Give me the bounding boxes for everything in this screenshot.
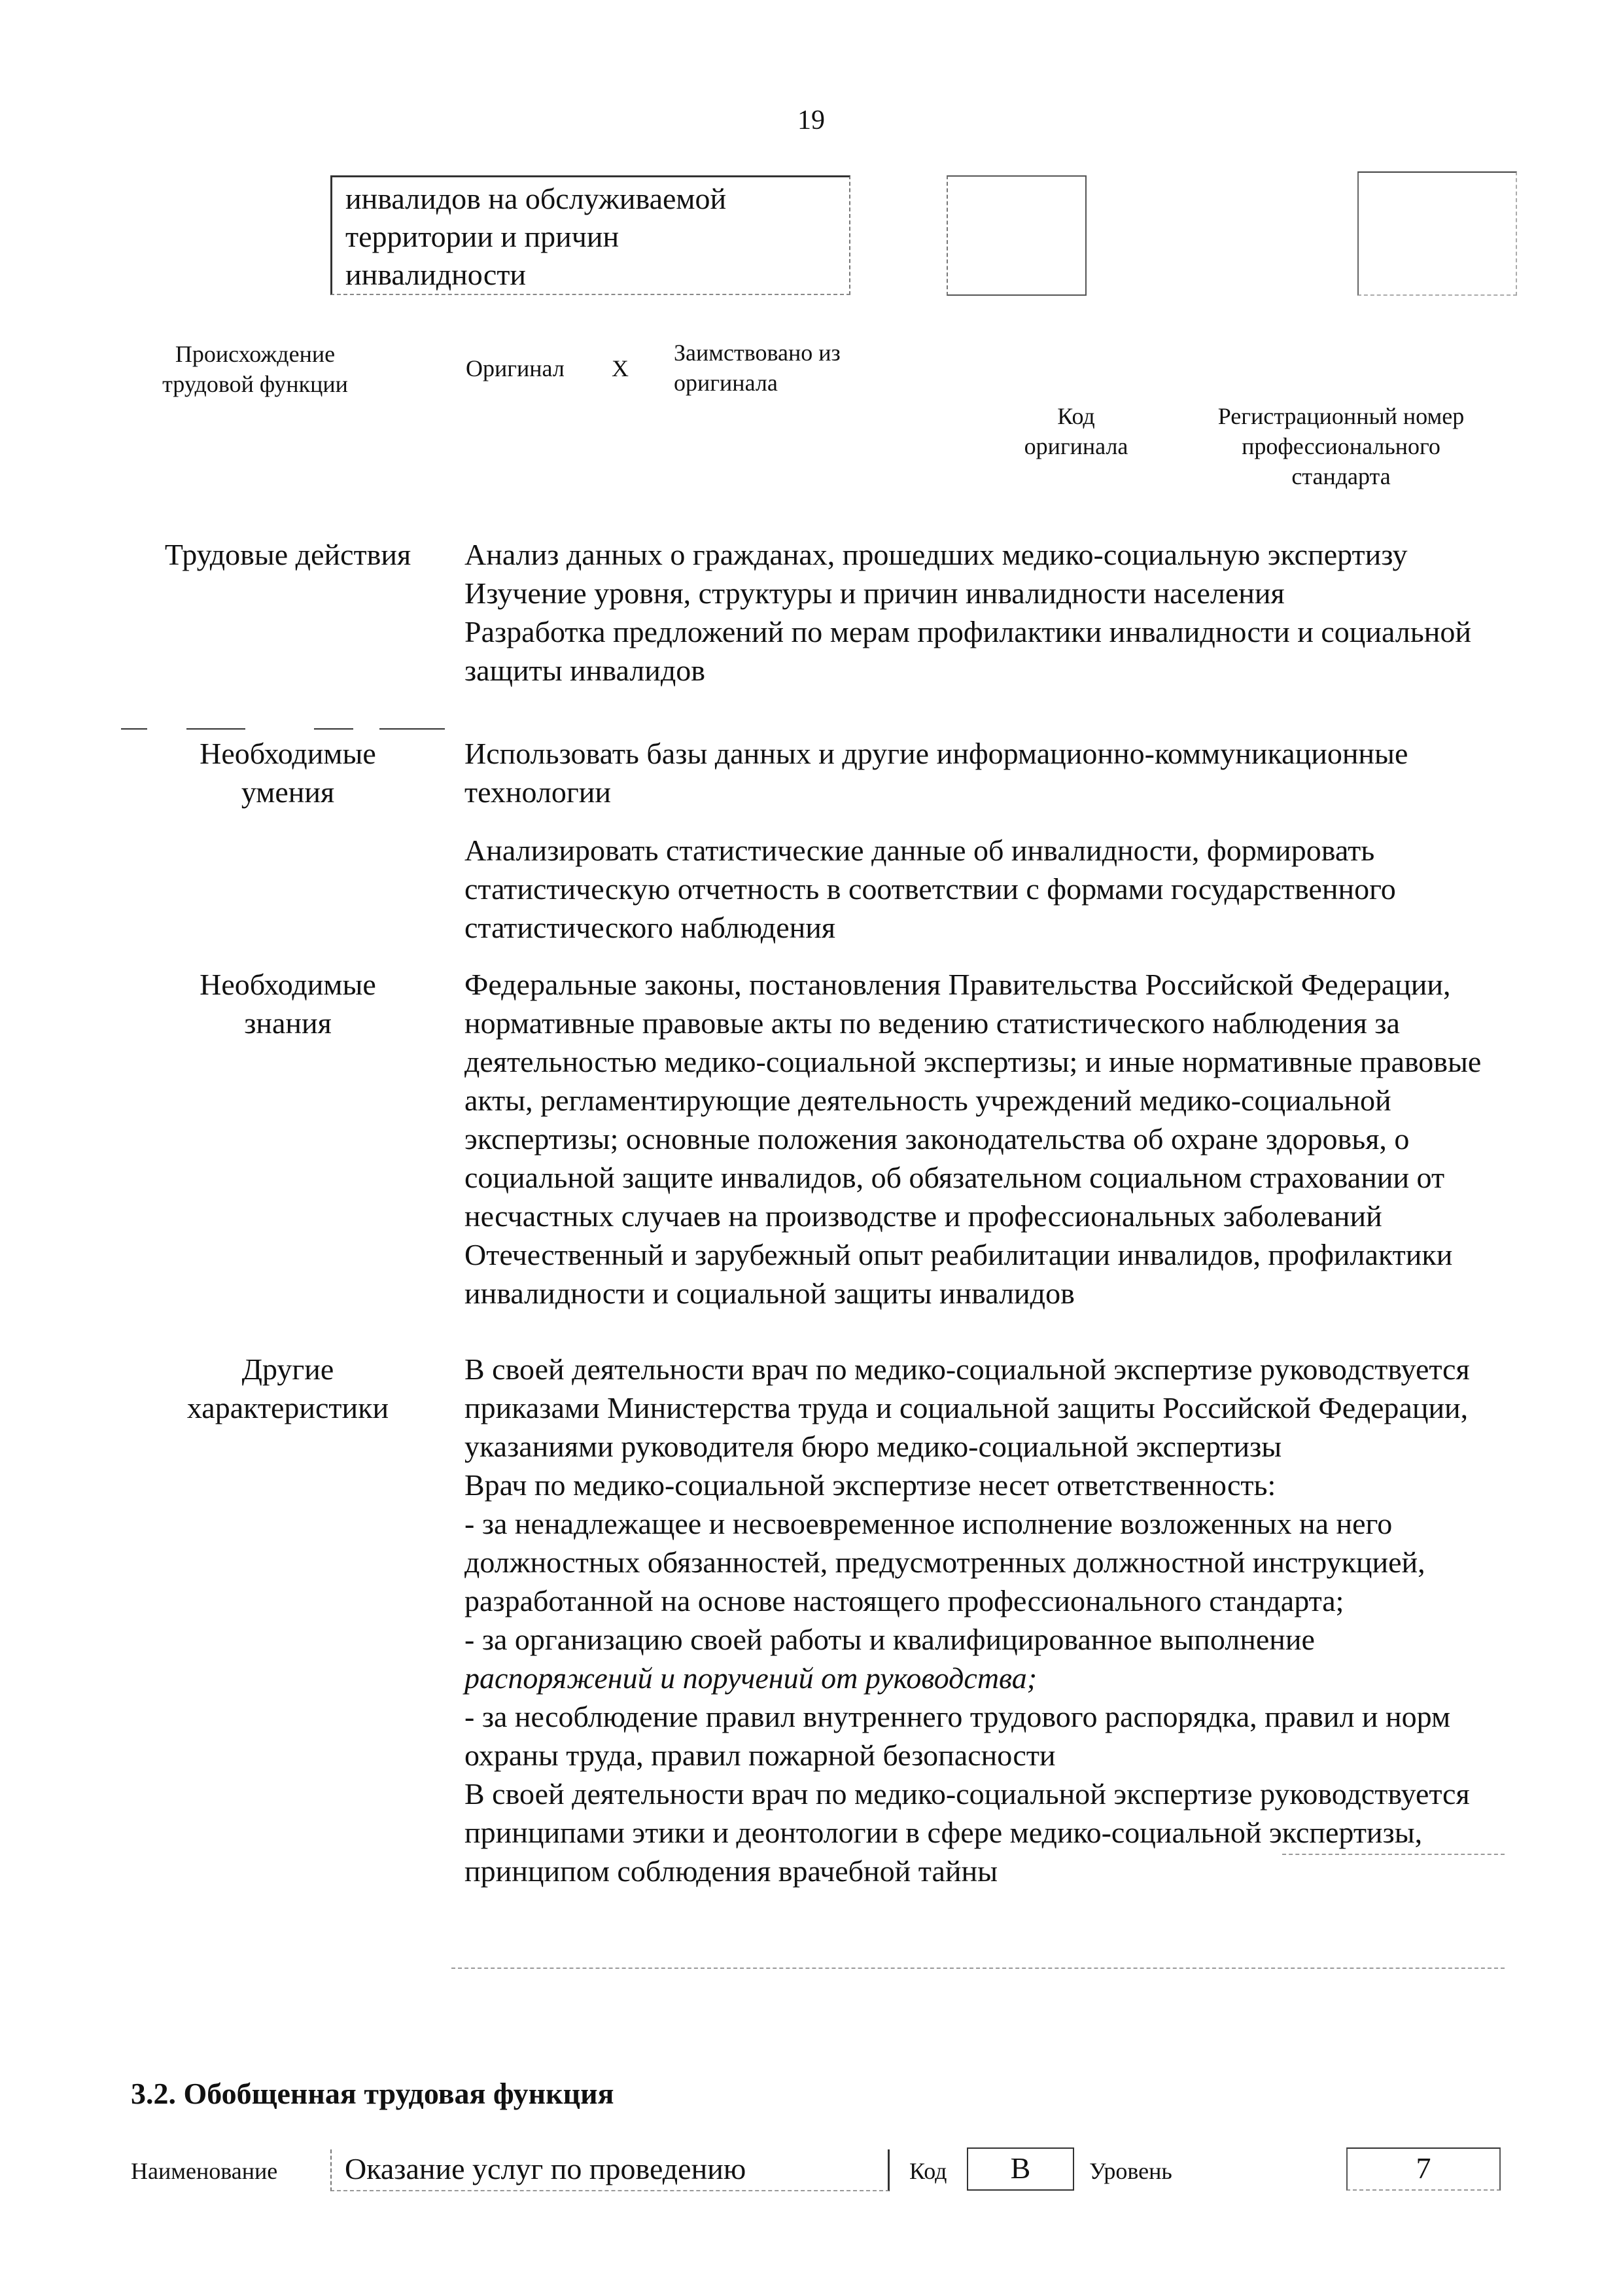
page-number: 19: [797, 105, 825, 135]
other-label-line-1: Другие: [241, 1352, 334, 1386]
origin-label: [131, 339, 379, 399]
labor-action-item: Разработка предложений по мерам профилактики инвалидности и социальной защиты инвалидов: [464, 615, 1471, 687]
row-divider: [379, 728, 445, 730]
skill-item: Использовать базы данных и другие информационно-коммуникационные технологии: [464, 737, 1408, 809]
level-label: Уровень: [1089, 2158, 1172, 2184]
other-characteristics-content: [464, 1350, 1505, 1890]
knowledge-label: [144, 965, 432, 1042]
knowledge-item: Федеральные законы, постановления Правительства Российской Федерации, нормативные правовые акты по ведению статистического наблюдения за деятельностью медико-социальной экспертизы; и иные нормативные правовые акты, регламентирующие деятельность учреждений медико-социальной экспертизы; основные положения законодательства об охране здоровья, о социальной защите инвалидов, об обязательном социальном страховании от несчастных случаев на производстве и профессиональных заболеваний: [464, 968, 1482, 1233]
other-paragraph-italic: распоряжений и поручений от руководства;: [464, 1661, 1038, 1695]
knowledge-label-line-1: Необходимые: [200, 968, 376, 1001]
other-label-line-2: характеристики: [186, 1391, 389, 1424]
level-value-box: 7: [1346, 2147, 1501, 2191]
other-paragraph: - за несоблюдение правил внутреннего трудового распорядка, правил и норм охраны труда, правил пожарной безопасности: [464, 1700, 1451, 1772]
original-label: Оригинал: [466, 355, 565, 381]
skills-label: [144, 734, 432, 811]
code-label: Код: [909, 2158, 947, 2184]
skills-content-1: [464, 734, 1505, 811]
other-paragraph: В своей деятельности врач по медико-социальной экспертизе руководствуется принципами этики и деонтологии в сфере медико-социальной экспертизы, принципом соблюдения врачебной тайны: [464, 1777, 1470, 1888]
borrowed-label: [674, 338, 841, 398]
original-code-label: [1001, 401, 1151, 461]
borrowed-label-line-2: оригинала: [674, 370, 778, 396]
registration-number-line-3: стандарта: [1291, 463, 1391, 489]
labor-action-item: Анализ данных о гражданах, прошедших медико-социальную экспертизу: [464, 538, 1408, 571]
function-level-box: [1357, 171, 1517, 296]
other-paragraph: В своей деятельности врач по медико-социальной экспертизе руководствуется приказами Министерства труда и социальной защиты Российской Федерации, указаниями руководителя бюро медико-социальной экспертизы: [464, 1352, 1470, 1463]
knowledge-content: [464, 965, 1505, 1313]
knowledge-label-line-2: знания: [244, 1006, 332, 1040]
registration-number-line-1: Регистрационный номер: [1217, 403, 1465, 429]
table-border: [451, 1968, 1505, 1969]
labor-action-item: Изучение уровня, структуры и причин инвалидности населения: [464, 576, 1285, 610]
skills-label-line-1: Необходимые: [200, 737, 376, 770]
skills-label-line-2: умения: [241, 775, 335, 809]
origin-label-line-2: трудовой функции: [162, 371, 348, 397]
function-name-box: [330, 175, 850, 295]
labor-actions-content: [464, 535, 1505, 690]
skill-item: Анализировать статистические данные об инвалидности, формировать статистическую отчетность в соответствии с формами государственного статистического наблюдения: [464, 834, 1396, 944]
section-title: 3.2. Обобщенная трудовая функция: [131, 2077, 614, 2110]
original-checkmark: X: [612, 355, 629, 381]
other-paragraph: - за организацию своей работы и квалифицированное выполнение: [464, 1623, 1315, 1656]
table-border: [1282, 1854, 1505, 1855]
labor-actions-label: Трудовые действия: [164, 538, 411, 571]
function-code-box: [947, 175, 1087, 296]
borrowed-label-line-1: Заимствовано из: [674, 340, 841, 366]
function-name-line-2: территории и причин: [345, 220, 620, 253]
row-divider: [314, 728, 353, 730]
skills-content-2: [464, 831, 1505, 947]
original-code-line-1: Код: [1057, 403, 1095, 429]
other-characteristics-label: [144, 1350, 432, 1427]
row-divider: [121, 728, 147, 730]
row-divider: [186, 728, 245, 730]
other-paragraph: - за ненадлежащее и несвоевременное исполнение возложенных на него должностных обязанностей, предусмотренных должностной инструкцией, разработанной на основе настоящего профессионального стандарта;: [464, 1507, 1425, 1617]
name-value-box: Оказание услуг по проведению: [330, 2149, 890, 2191]
knowledge-item: Отечественный и зарубежный опыт реабилитации инвалидов, профилактики инвалидности и социальной защиты инвалидов: [464, 1238, 1453, 1310]
other-paragraph: Врач по медико-социальной экспертизе несет ответственность:: [464, 1468, 1276, 1502]
function-name-line-1: инвалидов на обслуживаемой: [345, 182, 727, 215]
registration-number-line-2: профессионального: [1242, 433, 1440, 459]
registration-number-label: [1191, 401, 1492, 491]
function-name-line-3: инвалидности: [345, 258, 527, 291]
original-code-line-2: оригинала: [1024, 433, 1128, 459]
origin-label-line-1: Происхождение: [175, 341, 336, 367]
function-name-text: [345, 180, 726, 294]
name-label: Наименование: [131, 2158, 278, 2184]
code-value-box: B: [967, 2147, 1074, 2191]
